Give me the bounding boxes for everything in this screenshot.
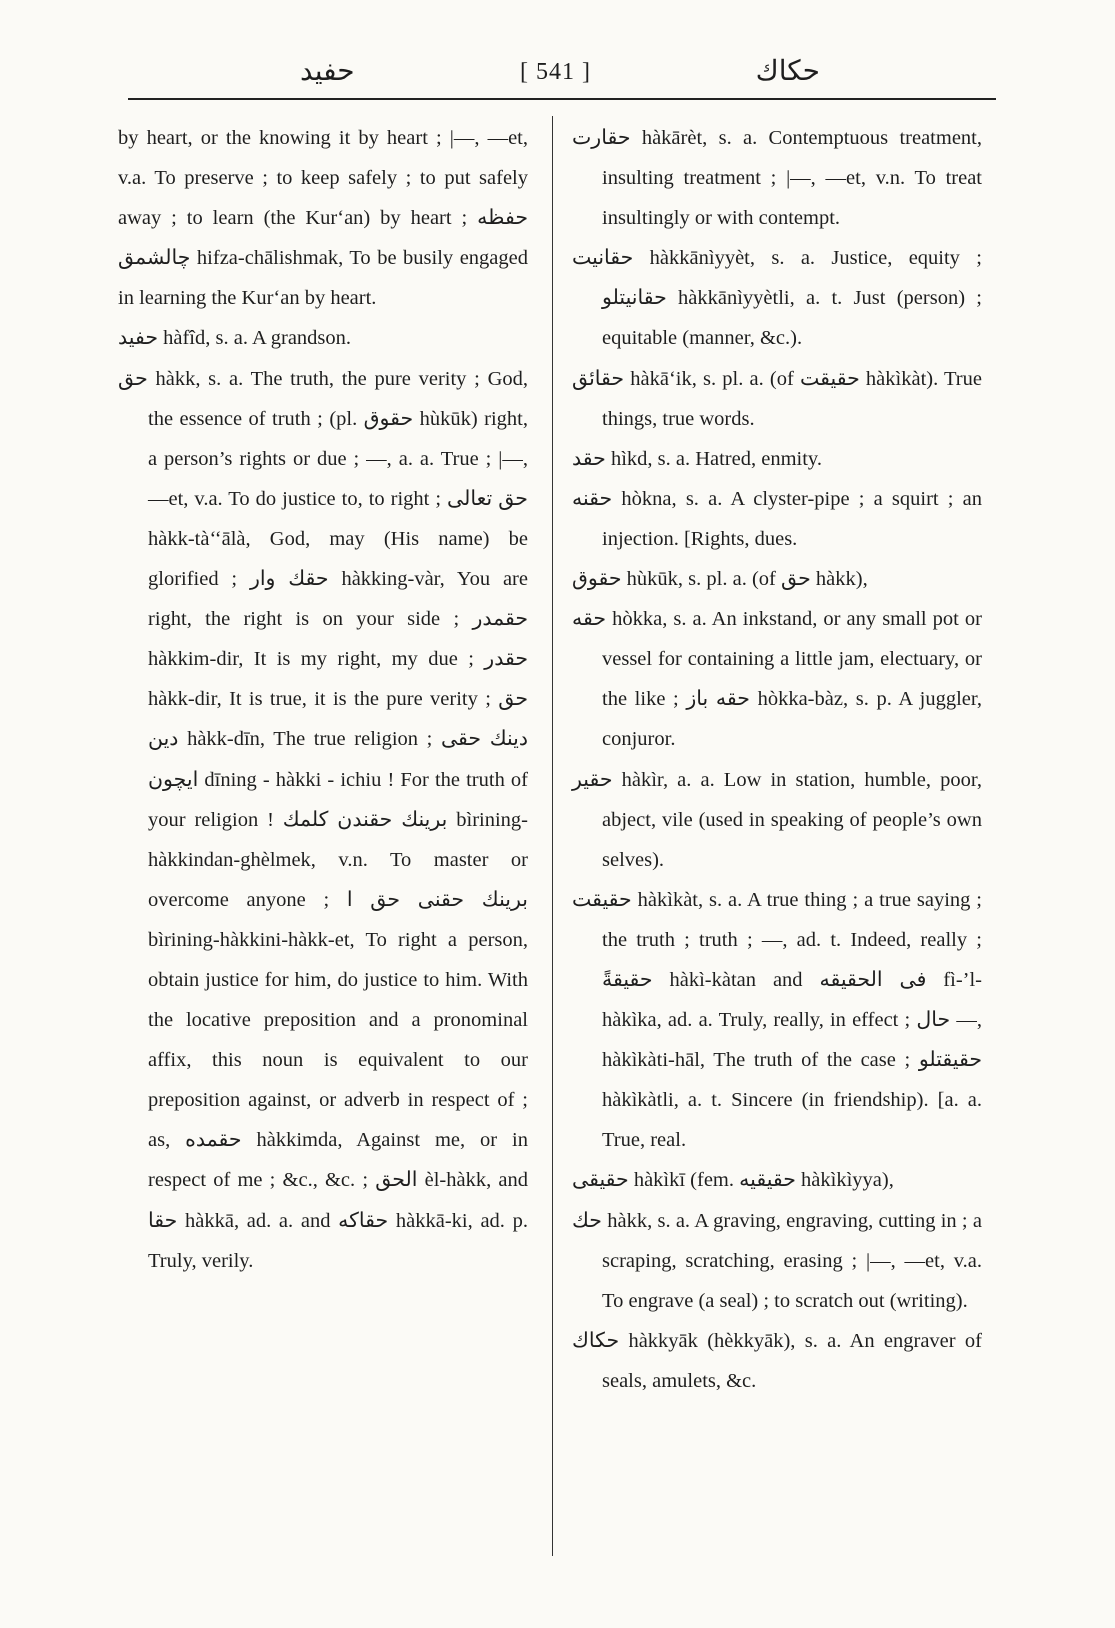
dictionary-entry: حفید hàfîd, s. a. A grandson. [118, 327, 352, 350]
dictionary-entry: حقیقت hàkìkàt, s. a. A true thing ; a true saying ; the truth ; truth ; —, ad. t. Indeed, really ; حقیقةً hàkì-kàtan and فی الحقیقه fì-’l-hàkìka, ad. a. Truly, really, in effect ; حال —, hàkìkàti-hāl, The truth of the case ; حقیقتلو hàkìkàtli, a. t. Sincere (in friendship). [a. a. True, real. [572, 888, 983, 1152]
header-right-word: حکاك [755, 56, 820, 87]
page-number: [ 541 ] [520, 59, 591, 85]
dictionary-entry: حقه hòkka, s. a. An inkstand, or any small pot or vessel for containing a little jam, electuary, or the like ; حقه باز hòkka-bàz, s. p. A juggler, conjuror. [572, 608, 983, 751]
dictionary-entry: حقنه hòkna, s. a. A clyster-pipe ; a squirt ; an injection. [Rights, dues. [572, 487, 982, 550]
column-divider [552, 116, 553, 1556]
dictionary-entry: حك hàkk, s. a. A graving, engraving, cutting in ; a scraping, scratching, erasing ; |—, —et, v.a. To engrave (a seal) ; to scratch out (writing). [572, 1209, 982, 1312]
dictionary-entry: حقوق hùkūk, s. pl. a. (of حق hàkk), [572, 568, 868, 591]
dictionary-entry: حقیر hàkìr, a. a. Low in station, humble, poor, abject, vile (used in speaking of people’s own selves). [572, 768, 982, 871]
dictionary-entry: حق hàkk, s. a. The truth, the pure verity ; God, the essence of truth ; (pl. حقوق hùkūk) right, a person’s rights or due ; —, a. a. True ; |—, —et, v.a. To do justice to, to right ; حق تعالی hàkk-tà‘‘ālà, God, may (His name) be glorified ; حقك وار hàkking-vàr, You are right, the right is on your side ; حقمدر hàkkim-dir, It is my right, my due ; حقدر hàkk-dir, It is true, it is the pure verity ; حق دین hàkk-dīn, The true religion ; دینك حقی ایچون dīning - hàkki - ichiu ! For the truth of your religion ! برینك حقندن کلمك bìrining-hàkkindan-ghèlmek, v.n. To master or overcome anyone ; برینك حقنی حق ا bìrining-hàkkini-hàkk-et, To right a person, obtain justice for him, do justice to him. With the locative preposition and a pronominal affix, this noun is equivalent to our preposition against, or adverb in respect of ; as, حقمده hàkkimda, Against me, or in respect of me ; &c., &c. ; الحق èl-hàkk, and حقا hàkkā, ad. a. and حقاکه hàkkā-ki, ad. p. Truly, verily. [118, 367, 529, 1272]
dictionary-entry: حقانیت hàkkānìyyèt, s. a. Justice, equity ; حقانیتلو hàkkānìyyètli, a. t. Just (person) ; equitable (manner, &c.). [572, 247, 982, 350]
dictionary-entry: حقد hìkd, s. a. Hatred, enmity. [572, 447, 822, 470]
dictionary-entry: حقیقی hàkìkī (fem. حقیقیه hàkìkìyya), [572, 1169, 894, 1192]
right-column [572, 118, 982, 1401]
header-rule [128, 98, 996, 100]
dictionary-entry: حکاك hàkkyāk (hèkkyāk), s. a. An engraver of seals, amulets, &c. [572, 1329, 982, 1392]
dictionary-entry: حقارت hàkārèt, s. a. Contemptuous treatment, insulting treatment ; |—, —et, v.n. To treat insultingly or with contempt. [572, 127, 982, 230]
running-header [128, 52, 990, 98]
dictionary-entry: حقائق hàkā‘ik, s. pl. a. (of حقیقت hàkìkàt). True things, true words. [572, 367, 982, 430]
left-column [118, 118, 528, 1281]
entry-continuation: by heart, or the knowing it by heart ; |—, —et, v.a. To preserve ; to keep safely ; to put safely away ; to learn (the Kur‘an) by heart ; حفظه چالشمق hifza-chālishmak, To be busily engaged in learning the Kur‘an by heart. [118, 127, 528, 310]
header-left-word: حفید [300, 56, 355, 87]
